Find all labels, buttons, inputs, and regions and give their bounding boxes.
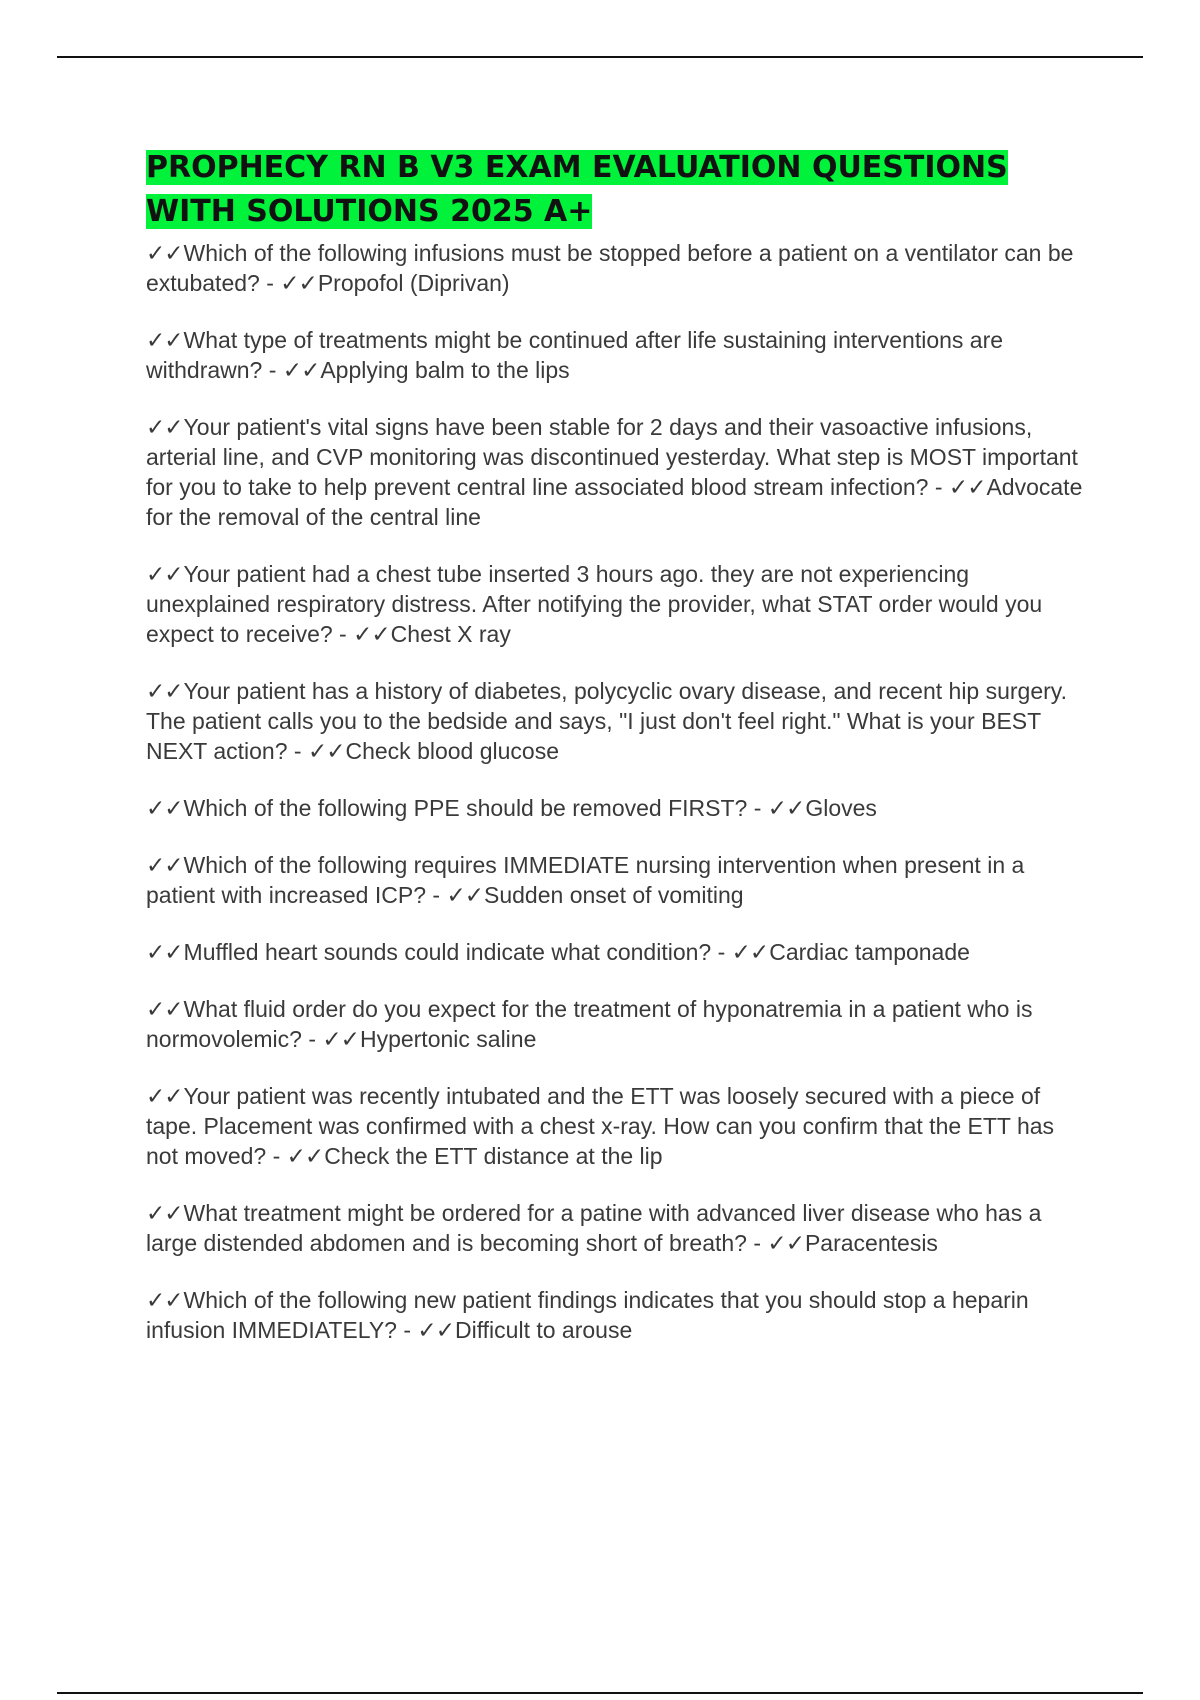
- qa-separator: -: [262, 357, 283, 383]
- double-check-icon: ✓✓: [767, 795, 805, 821]
- answer-text: Cardiac tamponade: [769, 939, 970, 965]
- answer-text: Advocate for the removal of the central line: [146, 474, 1083, 530]
- double-check-icon: ✓✓: [307, 738, 345, 764]
- qa-item: [146, 793, 1091, 823]
- double-check-icon: ✓✓: [767, 1230, 804, 1256]
- qa-separator: -: [332, 621, 354, 647]
- qa-separator: -: [426, 882, 447, 908]
- double-check-icon: ✓✓: [146, 678, 183, 704]
- double-check-icon: ✓✓: [948, 474, 986, 500]
- answer-text: Sudden onset of vomiting: [484, 882, 744, 908]
- answer-text: Chest X ray: [390, 621, 511, 647]
- qa-item: [146, 994, 1091, 1054]
- double-check-icon: ✓✓: [146, 561, 183, 587]
- qa-item: [146, 1198, 1091, 1258]
- answer-text: Check the ETT distance at the lip: [324, 1143, 663, 1169]
- document-body: [146, 146, 1091, 1372]
- double-check-icon: ✓✓: [322, 1026, 359, 1052]
- double-check-icon: ✓✓: [146, 1200, 183, 1226]
- double-check-icon: ✓✓: [146, 996, 183, 1022]
- question-text: Which of the following requires IMMEDIATE nursing intervention when present in a patient with increased ICP?: [146, 852, 1025, 908]
- question-text: Your patient's vital signs have been stable for 2 days and their vasoactive infusions, arterial line, and CVP monitoring was discontinued yesterday. What step is MOST important for you to take to help prevent central line associated blood stream infection?: [146, 414, 1078, 500]
- qa-item: [146, 412, 1091, 532]
- double-check-icon: ✓✓: [146, 1287, 183, 1313]
- qa-item: [146, 238, 1091, 298]
- top-rule: [57, 56, 1143, 58]
- document-title: [146, 146, 1091, 234]
- double-check-icon: ✓✓: [146, 240, 183, 266]
- double-check-icon: ✓✓: [146, 939, 183, 965]
- bottom-rule: [57, 1692, 1143, 1694]
- question-text: Which of the following PPE should be removed FIRST?: [183, 795, 748, 821]
- qa-separator: -: [287, 738, 308, 764]
- question-text: What treatment might be ordered for a patine with advanced liver disease who has a large distended abdomen and is becoming short of breath?: [146, 1200, 1042, 1256]
- answer-text: Applying balm to the lips: [320, 357, 570, 383]
- qa-separator: -: [259, 270, 281, 296]
- answer-text: Check blood glucose: [345, 738, 560, 764]
- qa-separator: -: [266, 1143, 287, 1169]
- qa-separator: -: [301, 1026, 323, 1052]
- double-check-icon: ✓✓: [286, 1143, 324, 1169]
- qa-separator: -: [928, 474, 949, 500]
- qa-item: [146, 1081, 1091, 1171]
- question-text: Your patient was recently intubated and the ETT was loosely secured with a piece of tape. Placement was confirmed with a chest x-ray. How can you confirm that the ETT has not moved?: [146, 1083, 1055, 1169]
- double-check-icon: ✓✓: [282, 357, 320, 383]
- answer-text: Paracentesis: [804, 1230, 938, 1256]
- title-highlight: PROPHECY RN B V3 EXAM EVALUATION QUESTIONS WITH SOLUTIONS 2025 A+: [146, 150, 1008, 229]
- answer-text: Gloves: [805, 795, 877, 821]
- qa-item: [146, 325, 1091, 385]
- answer-text: Hypertonic saline: [359, 1026, 537, 1052]
- qa-item: [146, 676, 1091, 766]
- qa-separator: -: [396, 1317, 418, 1343]
- answer-text: Difficult to arouse: [454, 1317, 633, 1343]
- question-text: What fluid order do you expect for the treatment of hyponatremia in a patient who is normovolemic?: [146, 996, 1033, 1052]
- double-check-icon: ✓✓: [417, 1317, 454, 1343]
- qa-item: [146, 559, 1091, 649]
- question-text: Your patient had a chest tube inserted 3 hours ago. they are not experiencing unexplained respiratory distress. After notifying the provider, what STAT order would you expect to receive?: [146, 561, 1043, 647]
- qa-separator: -: [746, 1230, 768, 1256]
- question-text: Muffled heart sounds could indicate what condition?: [183, 939, 712, 965]
- double-check-icon: ✓✓: [353, 621, 390, 647]
- double-check-icon: ✓✓: [146, 852, 183, 878]
- double-check-icon: ✓✓: [280, 270, 317, 296]
- double-check-icon: ✓✓: [146, 327, 183, 353]
- qa-list: [146, 238, 1091, 1345]
- answer-text: Propofol (Diprivan): [317, 270, 510, 296]
- qa-separator: -: [747, 795, 768, 821]
- double-check-icon: ✓✓: [146, 795, 183, 821]
- double-check-icon: ✓✓: [146, 414, 183, 440]
- question-text: Which of the following new patient findings indicates that you should stop a heparin infusion IMMEDIATELY?: [146, 1287, 1029, 1343]
- qa-separator: -: [711, 939, 732, 965]
- question-text: Which of the following infusions must be stopped before a patient on a ventilator can be extubated?: [146, 240, 1074, 296]
- qa-item: [146, 937, 1091, 967]
- question-text: Your patient has a history of diabetes, polycyclic ovary disease, and recent hip surgery. The patient calls you to the bedside and says, "I just don't feel right." What is your BEST NEXT action?: [146, 678, 1067, 764]
- double-check-icon: ✓✓: [446, 882, 483, 908]
- double-check-icon: ✓✓: [731, 939, 769, 965]
- double-check-icon: ✓✓: [146, 1083, 183, 1109]
- question-text: What type of treatments might be continued after life sustaining interventions are withdrawn?: [146, 327, 1004, 383]
- qa-item: [146, 1285, 1091, 1345]
- qa-item: [146, 850, 1091, 910]
